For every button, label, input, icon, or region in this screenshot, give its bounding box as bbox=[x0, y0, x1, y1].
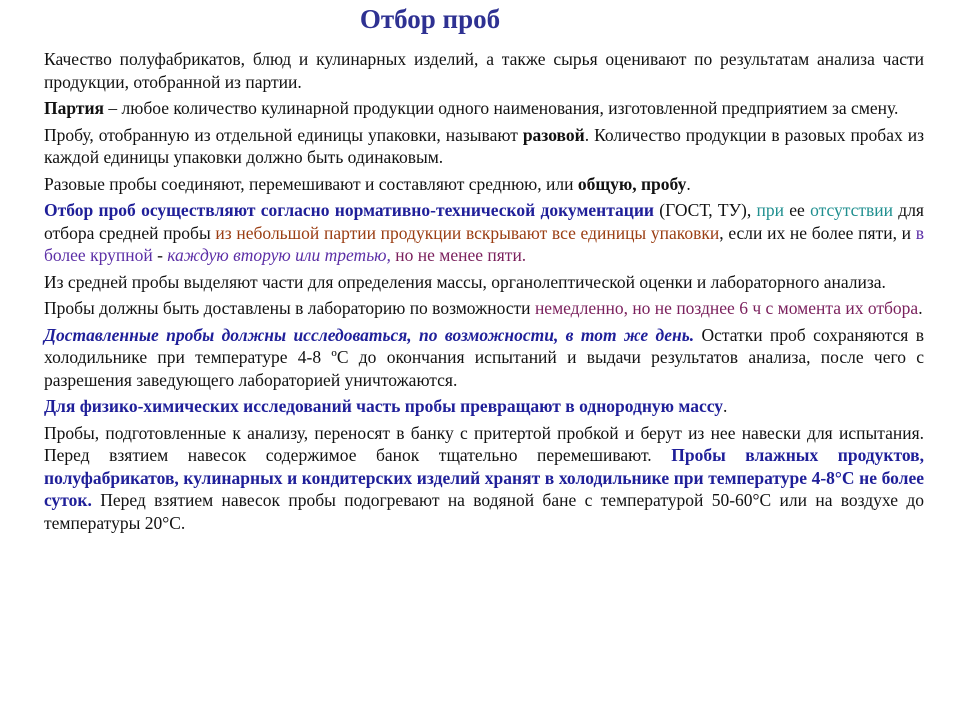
storage-text-b: Перед взятием навесок пробы подогревают на водяной бане с температурой 50-60°С или на воздухе до температуры 20°С. bbox=[44, 490, 924, 533]
same-day-rule: Доставленные пробы должны исследоваться, по возможности, в тот же день. bbox=[44, 324, 695, 345]
paragraph-combined-sample bbox=[44, 173, 924, 196]
sampling-pri: при bbox=[756, 200, 784, 220]
delivery-text-b: . bbox=[918, 298, 923, 318]
paragraph-sampling-procedure bbox=[44, 199, 924, 267]
sampling-if-not-more: , если их не более пяти, и bbox=[719, 222, 916, 243]
paragraph-same-day-analysis bbox=[44, 324, 924, 392]
delivery-text-a: Пробы должны быть доставлены в лабораторию по возможности bbox=[44, 298, 535, 318]
sampling-each-second-third: каждую вторую или третью, bbox=[167, 245, 391, 265]
paragraph-delivery bbox=[44, 297, 924, 320]
storage-text-a: Пробы, подготовленные к анализу, переносят в банку с притертой пробкой и берут из нее навески для испытания. Перед взятием навесок содержимое банок тщательно перемешивают. bbox=[44, 422, 924, 465]
slide-title: Отбор проб bbox=[359, 4, 501, 34]
sampling-for-average: для отбора средней пробы bbox=[44, 200, 924, 243]
term-single-sample: разовой bbox=[522, 124, 585, 145]
combined-sample-text-a: Разовые пробы соединяют, перемешивают и составляют среднюю, или bbox=[44, 173, 578, 194]
paragraph-portions: Из средней пробы выделяют части для определения массы, органолептической оценки и лабораторного анализа. bbox=[44, 271, 886, 292]
paragraph-batch-definition bbox=[44, 97, 924, 120]
paragraph-homogenization bbox=[44, 395, 924, 418]
homogenization-dot: . bbox=[723, 396, 728, 416]
sampling-absence: отсутствии bbox=[810, 200, 894, 220]
single-sample-text-b: . Количество продукции в разовых пробах из каждой единицы упаковки должно быть одинаковым. bbox=[44, 124, 924, 167]
sampling-not-less-five: но не менее пяти. bbox=[390, 245, 527, 265]
sampling-small-batch: из небольшой партии продукции вскрывают все единицы упаковки bbox=[215, 222, 720, 243]
sampling-larger-batch: в более крупной bbox=[44, 222, 924, 265]
sampling-ee: ее bbox=[783, 200, 811, 220]
sampling-gost: (ГОСТ, ТУ), bbox=[654, 200, 757, 220]
term-combined-sample: общую, пробу bbox=[577, 173, 687, 194]
sampling-rule-bold: Отбор проб осуществляют согласно нормативно-технической документации bbox=[44, 200, 655, 220]
single-sample-text-a: Пробу, отобранную из отдельной единицы упаковки, называют bbox=[44, 124, 523, 145]
sampling-dash: - bbox=[152, 245, 168, 265]
combined-sample-text-b: . bbox=[686, 173, 691, 194]
delivery-deadline: немедленно, но не позднее 6 ч с момента их отбора bbox=[534, 298, 919, 318]
slide-body bbox=[44, 48, 924, 538]
batch-definition-text: – любое количество кулинарной продукции одного наименования, изготовленной предприятием за смену. bbox=[104, 98, 899, 118]
paragraph-single-sample bbox=[44, 124, 924, 169]
paragraph-sampling-basis: Качество полуфабрикатов, блюд и кулинарных изделий, а также сырья оценивают по результатам анализа части продукции, отобранной из партии. bbox=[44, 49, 924, 92]
paragraph-storage bbox=[44, 422, 924, 535]
storage-remainder-text: Остатки проб сохраняются в холодильнике при температуре 4-8 ºС до окончания испытаний и выдачи результатов анализа, после чего с разрешения заведующего лабораторией уничтожаются. bbox=[44, 324, 924, 390]
term-batch: Партия bbox=[44, 98, 105, 118]
storage-rule-bold: Пробы влажных продуктов, полуфабрикатов, кулинарных и кондитерских изделий хранят в холодильнике при температуре 4-8°С не более суток. bbox=[44, 445, 925, 510]
homogenization-rule: Для физико-химических исследований часть пробы превращают в однородную массу bbox=[44, 396, 724, 416]
